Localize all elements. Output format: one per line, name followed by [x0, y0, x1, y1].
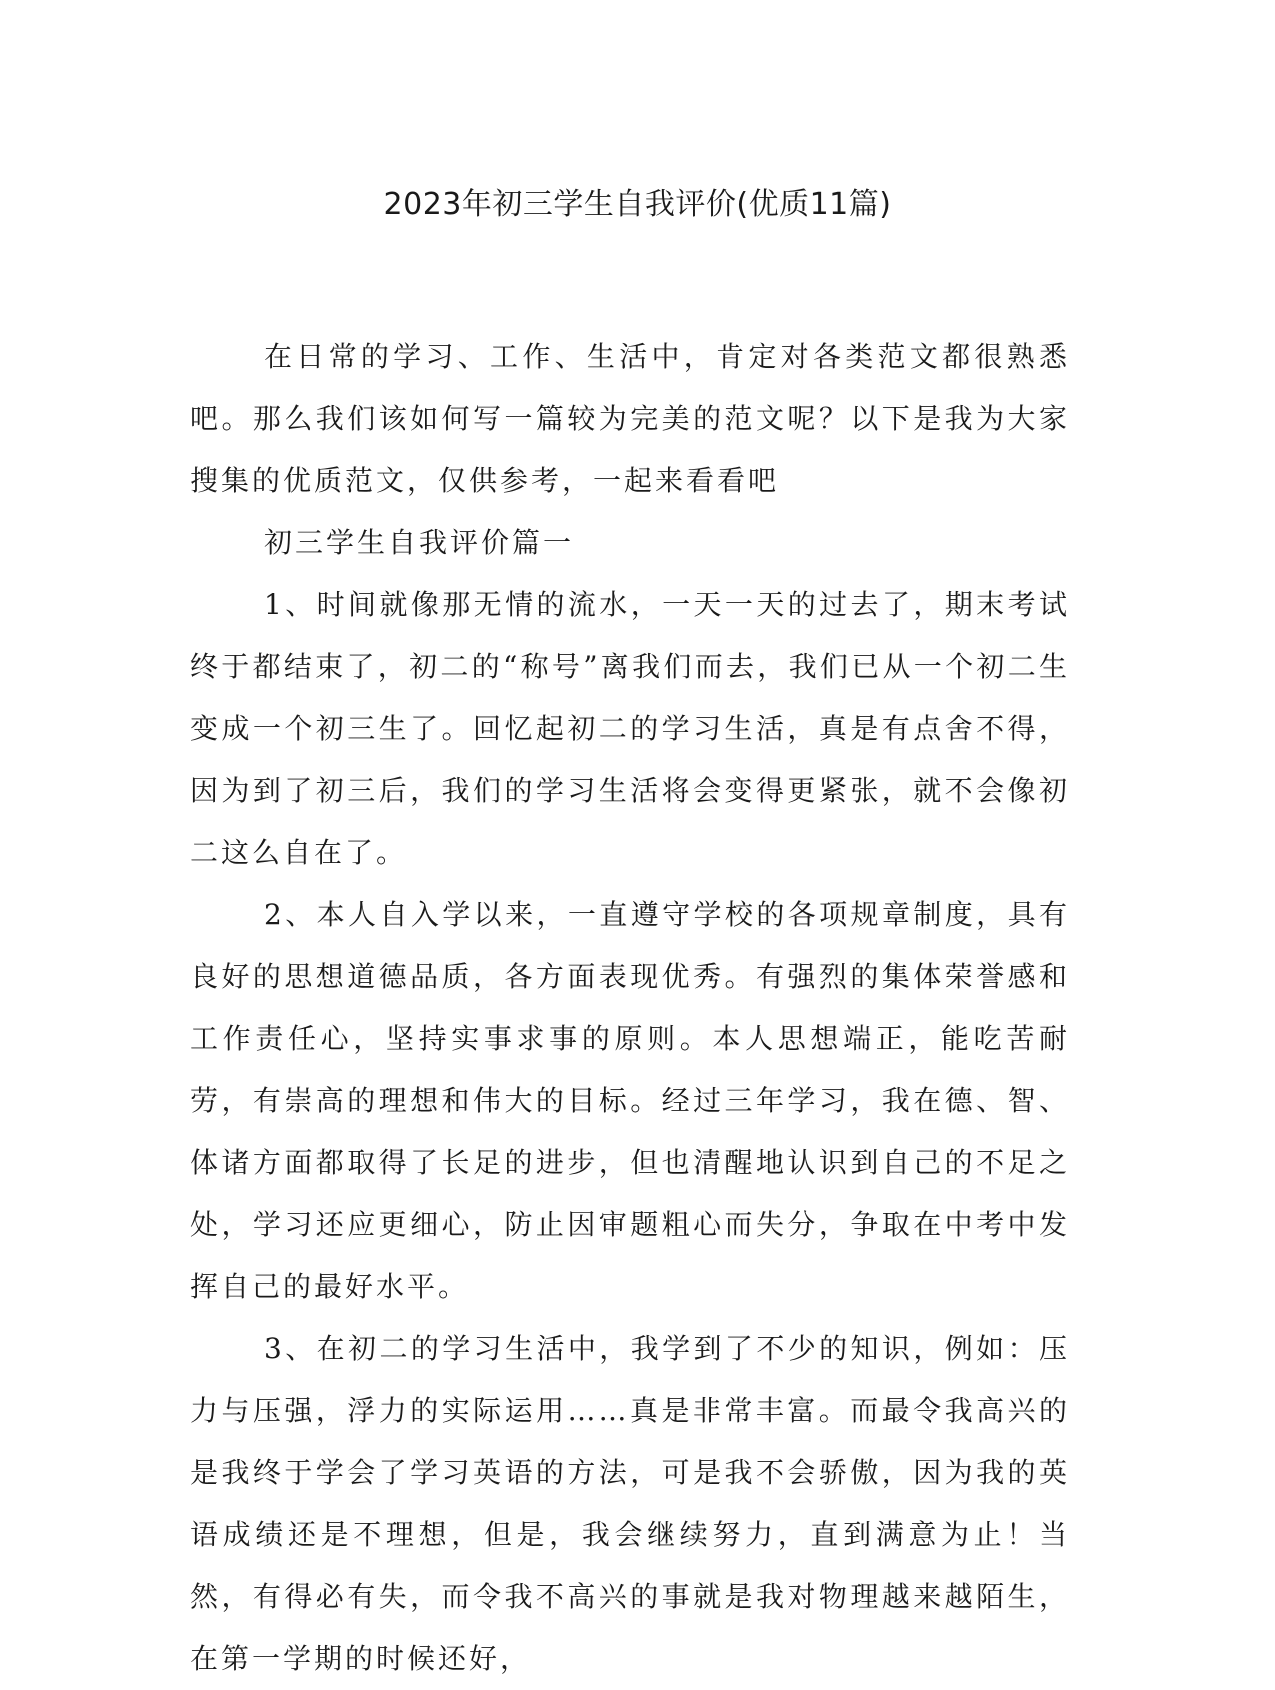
intro-paragraph: 在日常的学习、工作、生活中，肯定对各类范文都很熟悉吧。那么我们该如何写一篇较为完美的范文呢？以下是我为大家搜集的优质范文，仅供参考，一起来看看吧 — [190, 340, 1070, 497]
document-title: 2023年初三学生自我评价(优质11篇) — [383, 187, 892, 222]
body-paragraph-1: 1、时间就像那无情的流水，一天一天的过去了，期末考试终于都结束了，初二的“称号”离我们而去，我们已从一个初二生变成一个初三生了。回忆起初二的学习生活，真是有点舍不得，因为到了初三后，我们的学习生活将会变得更紧张，就不会像初二这么自在了。 — [190, 588, 1070, 869]
document-body — [190, 326, 1070, 1690]
section-heading: 初三学生自我评价篇一 — [264, 526, 575, 559]
body-paragraph-2: 2、本人自入学以来，一直遵守学校的各项规章制度，具有良好的思想道德品质，各方面表现优秀。有强烈的集体荣誉感和工作责任心，坚持实事求事的原则。本人思想端正，能吃苦耐劳，有崇高的理想和伟大的目标。经过三年学习，我在德、智、体诸方面都取得了长足的进步，但也清醒地认识到自己的不足之处，学习还应更细心，防止因审题粗心而失分，争取在中考中发挥自己的最好水平。 — [190, 898, 1070, 1303]
body-paragraph-3: 3、在初二的学习生活中，我学到了不少的知识，例如：压力与压强，浮力的实际运用……真是非常丰富。而最令我高兴的是我终于学会了学习英语的方法，可是我不会骄傲，因为我的英语成绩还是不理想，但是，我会继续努力，直到满意为止！当然，有得必有失，而令我不高兴的事就是我对物理越来越陌生，在第一学期的时候还好， — [190, 1332, 1070, 1675]
